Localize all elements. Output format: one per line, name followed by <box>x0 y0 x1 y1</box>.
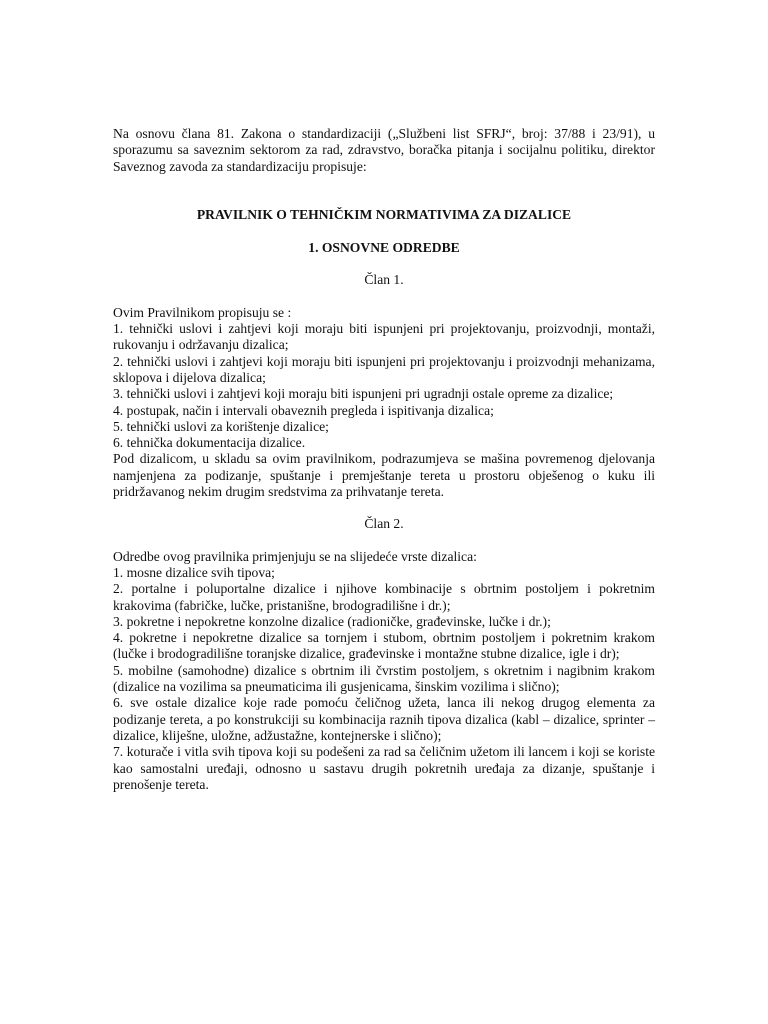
article-2-lead: Odredbe ovog pravilnika primjenjuju se na slijedeće vrste dizalica: <box>113 548 477 564</box>
list-item: 2. tehnički uslovi i zahtjevi koji moraju biti ispunjeni pri projektovanju i proizvodnji mehanizama, sklopova i dijelova dizalica; <box>113 353 655 385</box>
list-item: 7. koturače i vitla svih tipova koji su podešeni za rad sa čeličnim užetom ili lancem i koji se koriste kao samostalni uređaji, odnosno u sastavu drugih pokretnih uređaja za dizanje, spuštanje i prenošenje tereta. <box>113 744 655 792</box>
list-item: 4. pokretne i nepokretne dizalice sa tornjem i stubom, obrtnim postoljem i pokretnim krakom (lučke i brodogradilišne toranjske dizalice, građevinske i montažne stubne dizalice, igle i dr); <box>113 630 655 662</box>
list-item: 4. postupak, način i intervali obaveznih pregleda i ispitivanja dizalica; <box>113 402 494 418</box>
list-item: 6. sve ostale dizalice koje rade pomoću čeličnog užeta, lanca ili nekog drugog elementa za podizanje tereta, a po konstrukciji su kombinacija raznih tipova dizalica (kabl – dizalice, sprinter – dizalice, kliješne, uložne, adžustažne, kontejnerske i slično); <box>113 695 655 743</box>
list-item: 5. tehnički uslovi za korištenje dizalice; <box>113 418 329 434</box>
article-1-lead: Ovim Pravilnikom propisuju se : <box>113 304 292 320</box>
list-item: 1. tehnički uslovi i zahtjevi koji moraju biti ispunjeni pri projektovanju, proizvodnji, montaži, rukovanju i održavanju dizalica; <box>113 321 655 353</box>
intro-paragraph: Na osnovu člana 81. Zakona o standardizaciji („Službeni list SFRJ“, broj: 37/88 i 23/91), u sporazumu sa saveznim sektorom za rad, zdravstvo, boračka pitanja i socijalnu politiku, direktor Saveznog zavoda za standardizaciju propisuje: <box>113 126 655 174</box>
list-item: 1. mosne dizalice svih tipova; <box>113 564 275 580</box>
list-item: 3. tehnički uslovi i zahtjevi koji moraju biti ispunjeni pri ugradnji ostale opreme za dizalice; <box>113 386 614 402</box>
document-title: PRAVILNIK O TEHNIČKIM NORMATIVIMA ZA DIZALICE <box>196 206 572 222</box>
article-1-closing: Pod dizalicom, u skladu sa ovim pravilnikom, podrazumjeva se mašina povremenog djelovanja namjenjena za podizanje, spuštanje i premještanje tereta u prostoru obješenog o kuku ili pridržavanog nekim drugim sredstvima za prihvatanje tereta. <box>113 451 655 500</box>
article-1-heading: Član 1. <box>364 272 404 288</box>
document-page <box>113 126 655 793</box>
article-2-heading: Član 2. <box>364 516 404 532</box>
list-item: 5. mobilne (samohodne) dizalice s obrtnim ili čvrstim postoljem, s okretnim i nagibnim krakom (dizalice na vozilima sa pneumaticima ili gusjenicama, šinskim vozilima i slično); <box>113 662 655 695</box>
list-item: 2. portalne i poluportalne dizalice i njihove kombinacije s obrtnim postoljem i pokretnim krakovima (fabričke, lučke, pristanišne, brodogradilišne i dr.); <box>113 581 655 613</box>
list-item: 6. tehnička dokumentacija dizalice. <box>113 435 306 451</box>
list-item: 3. pokretne i nepokretne konzolne dizalice (radioničke, građevinske, lučke i dr.); <box>113 613 551 629</box>
section-heading: 1. OSNOVNE ODREDBE <box>308 240 460 256</box>
